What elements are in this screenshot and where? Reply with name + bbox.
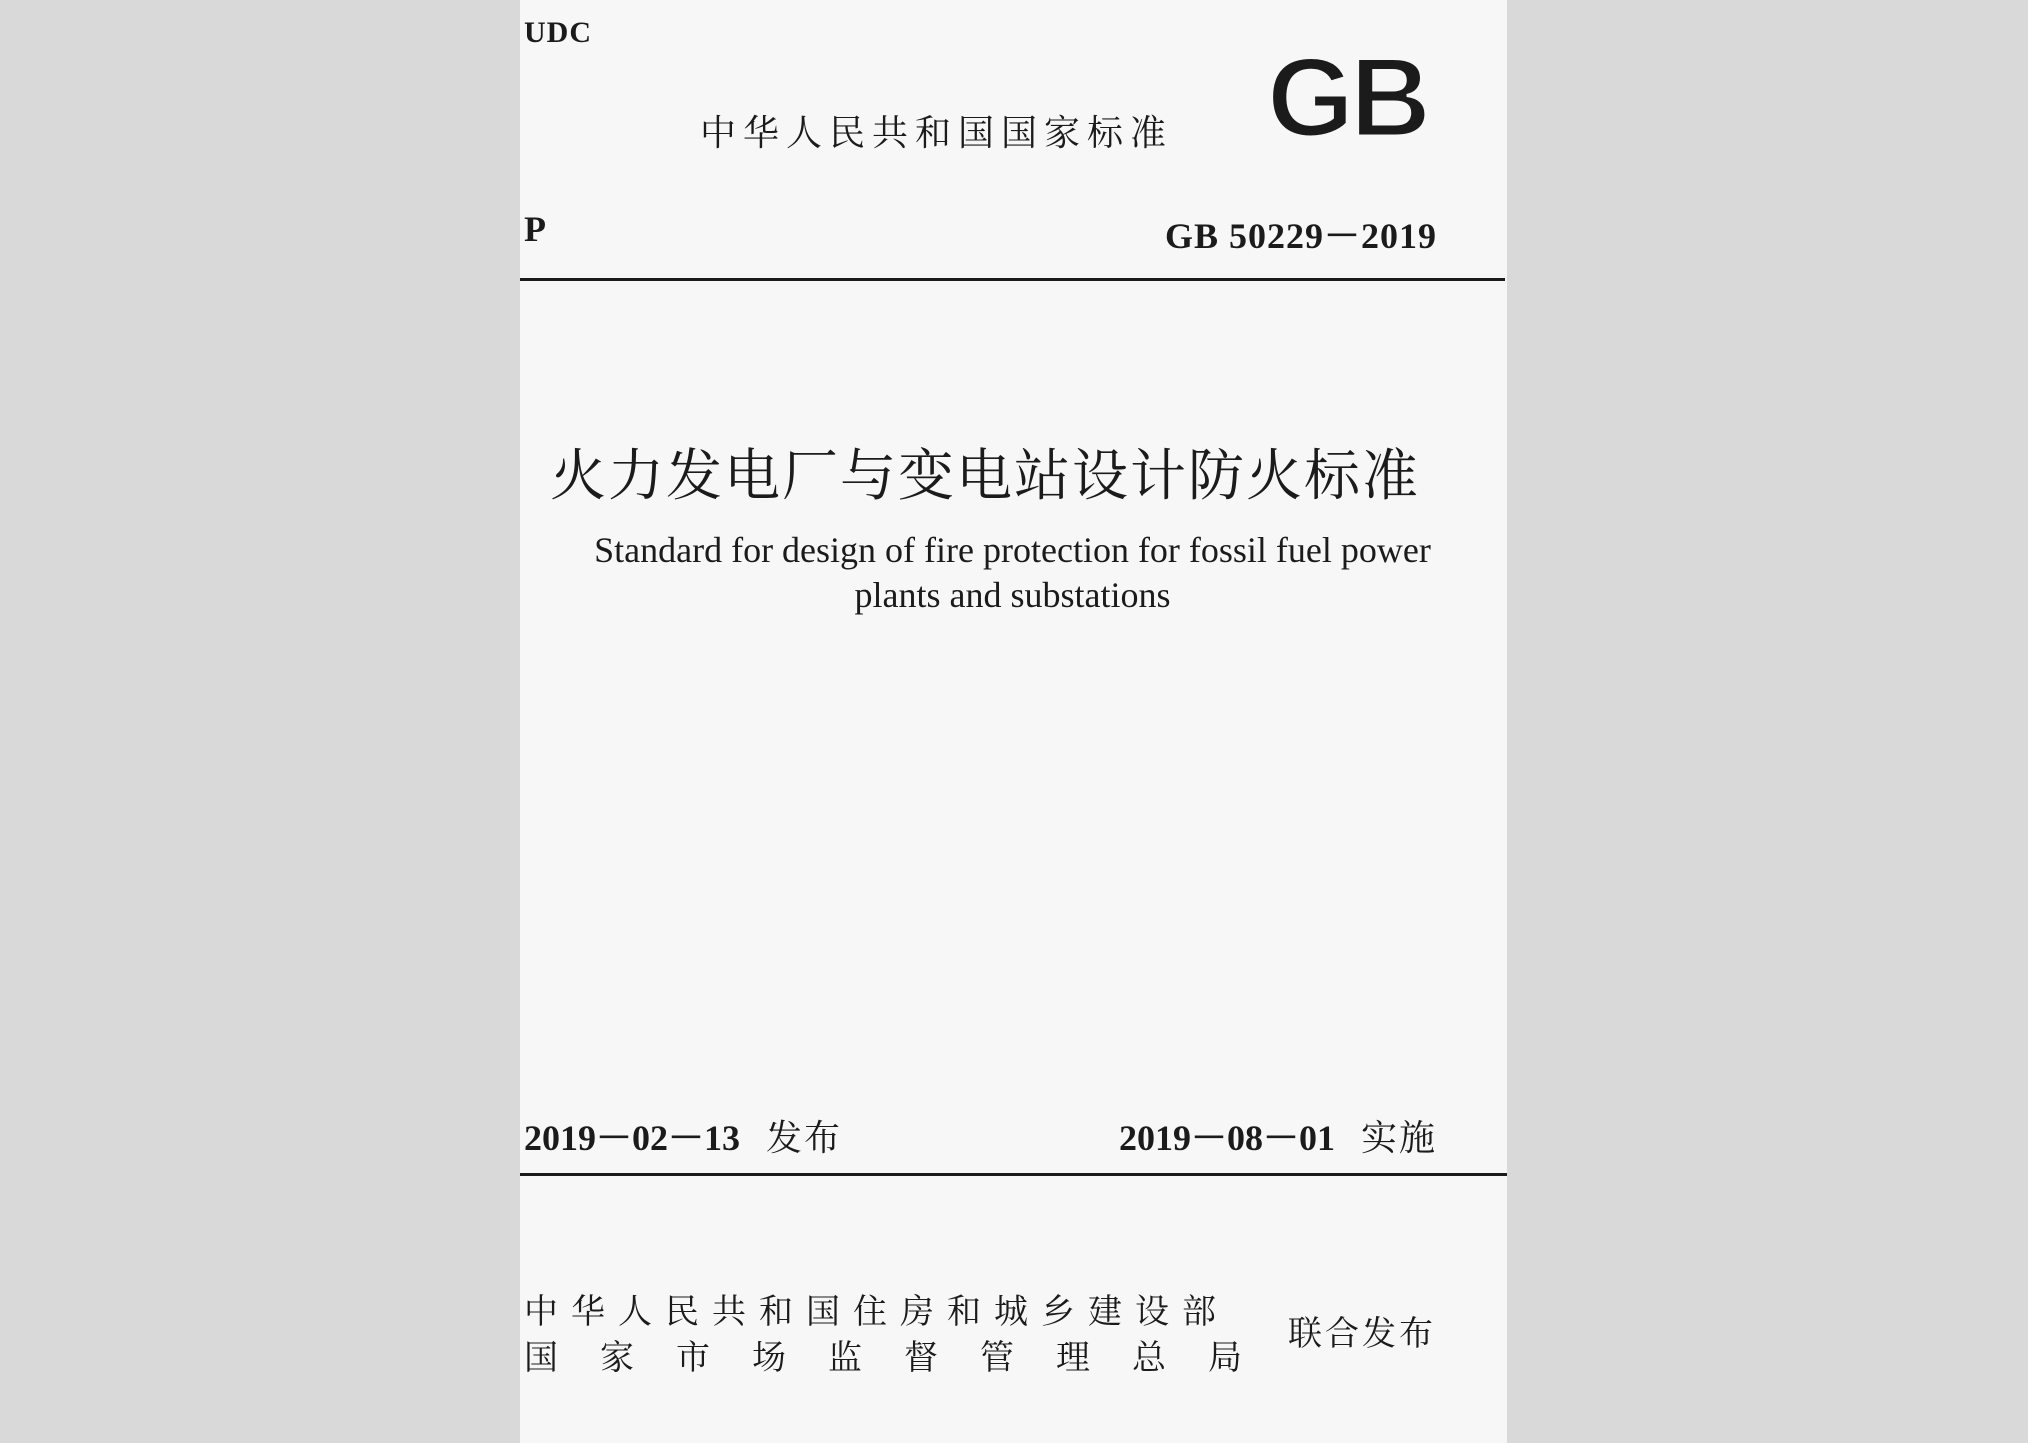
issue-date: 2019－02－13 bbox=[524, 1118, 741, 1158]
gb-logo bbox=[1252, 48, 1442, 148]
issue-label: 发布 bbox=[766, 1118, 843, 1159]
issue-date-block bbox=[524, 1110, 842, 1161]
issuer-ministry: 中华人民共和国住房和城乡建设部 bbox=[524, 1292, 1229, 1332]
issuer-administration: 国家市场监督管理总局 bbox=[524, 1338, 1284, 1378]
title-english-line-1: Standard for design of fire protection for fossil fuel power bbox=[594, 530, 1431, 570]
national-standard-heading: 中华人民共和国国家标准 bbox=[700, 113, 1174, 154]
header-divider bbox=[520, 278, 1505, 281]
implement-date: 2019－08－01 bbox=[1118, 1118, 1335, 1158]
implement-date-block bbox=[1119, 1110, 1437, 1161]
joint-issue-label: 联合发布 bbox=[1288, 1314, 1436, 1354]
gb-logo-text: GB bbox=[1267, 48, 1427, 148]
standard-cover-page bbox=[520, 0, 1507, 1443]
title-english bbox=[520, 528, 1505, 618]
title-chinese: 火力发电厂与变电站设计防火标准 bbox=[550, 444, 1420, 509]
title-english-line-2: plants and substations bbox=[854, 575, 1171, 615]
standard-number: GB 50229－2019 bbox=[1164, 216, 1437, 256]
udc-label: UDC bbox=[524, 16, 592, 49]
category-code: P bbox=[524, 209, 546, 249]
footer-divider bbox=[520, 1173, 1507, 1176]
implement-label: 实施 bbox=[1360, 1118, 1437, 1159]
